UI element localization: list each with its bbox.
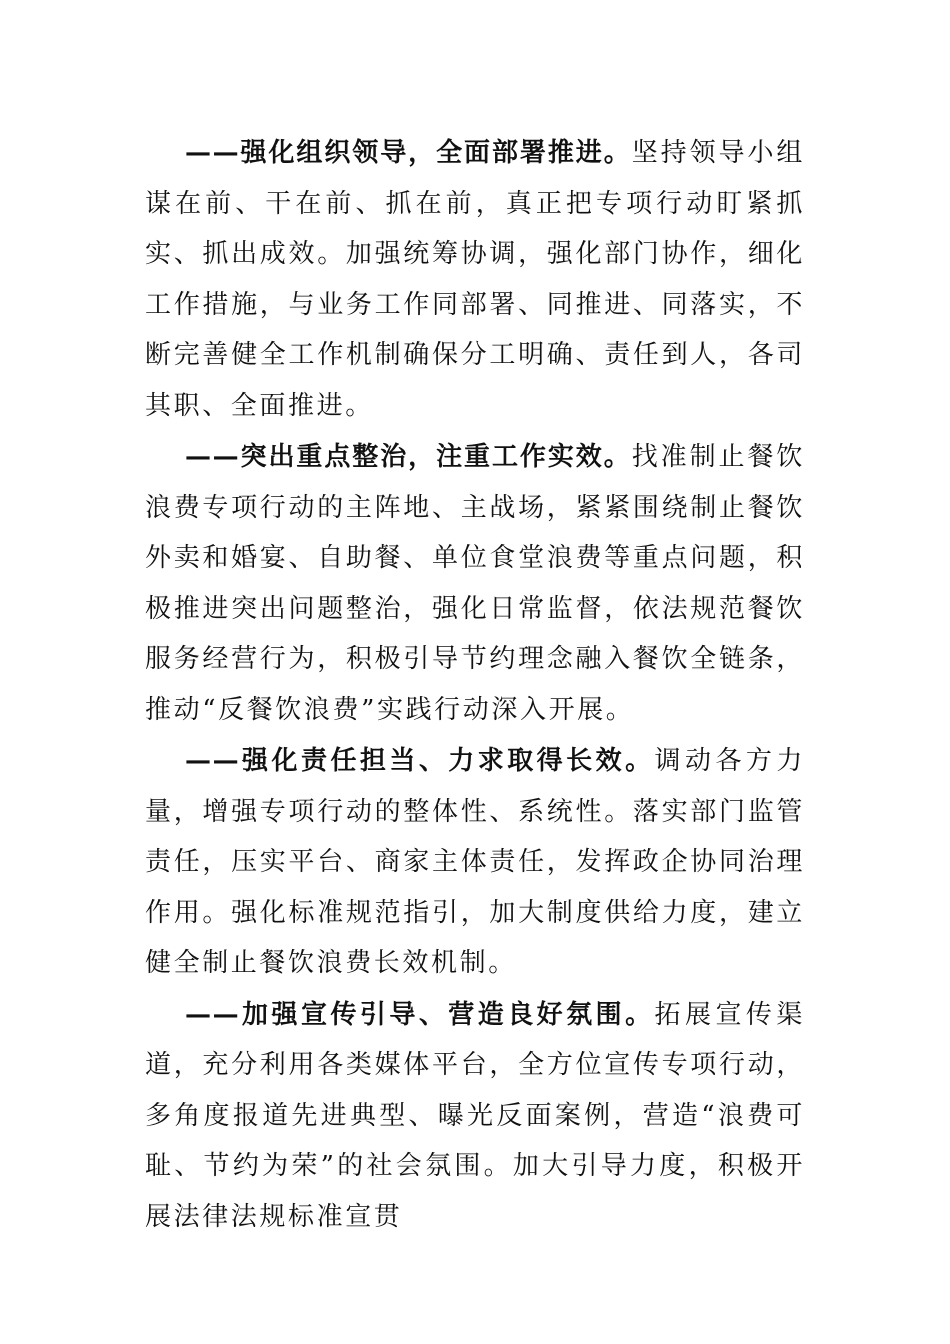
paragraph-2-heading: ——突出重点整治，注重工作实效。 [185,442,632,472]
paragraph-3-text: 调动各方力量，增强专项行动的整体性、系统性。落实部门监管责任，压实平台、商家主体责任，发挥政企协同治理作用。强化标准规范指引，加大制度供给力度，建立健全制止餐饮浪费长效机制。 [145,746,805,978]
paragraph-4 [145,990,805,1243]
document-body [145,128,805,1242]
paragraph-2-text: 找准制止餐饮浪费专项行动的主阵地、主战场，紧紧围绕制止餐饮外卖和婚宴、自助餐、单位食堂浪费等重点问题，积极推进突出问题整治，强化日常监督，依法规范餐饮服务经营行为，积极引导节约理念融入餐饮全链条，推动“反餐饮浪费”实践行动深入开展。 [145,442,805,725]
paragraph-4-text: 拓展宣传渠道，充分利用各类媒体平台，全方位宣传专项行动，多角度报道先进典型、曝光反面案例，营造“浪费可耻、节约为荣”的社会氛围。加大引导力度，积极开展法律法规标准宣贯 [145,999,805,1232]
paragraph-1 [145,128,805,431]
paragraph-2 [145,432,805,735]
paragraph-1-heading: ——强化组织领导，全面部署推进。 [185,138,632,168]
paragraph-1-text: 坚持领导小组谋在前、干在前、抓在前，真正把专项行动盯紧抓实、抓出成效。加强统筹协调，强化部门协作，细化工作措施，与业务工作同部署、同推进、同落实，不断完善健全工作机制确保分工明确、责任到人，各司其职、全面推进。 [145,138,805,421]
paragraph-3 [145,736,805,989]
paragraph-3-heading: ——强化责任担当、力求取得长效。 [185,746,655,776]
paragraph-4-heading: ——加强宣传引导、营造良好氛围。 [185,999,655,1030]
